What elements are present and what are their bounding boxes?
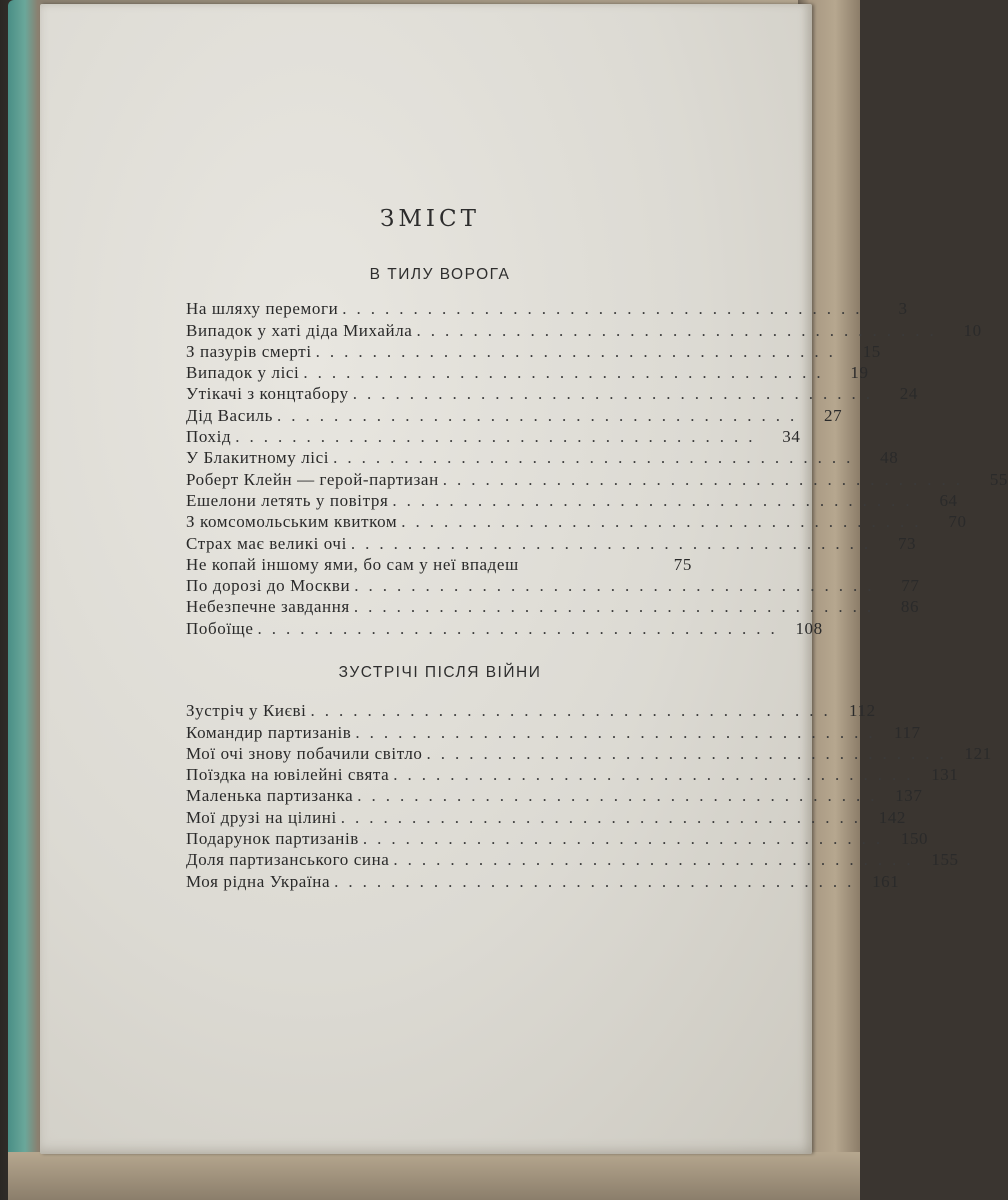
toc-entry-page: 10: [963, 320, 982, 340]
toc-entry-title: Не копай іншому ями, бо сам у неї впадеш: [186, 554, 519, 574]
toc-entry: [186, 828, 929, 849]
toc-leader-dots: .....................................: [426, 743, 954, 763]
toc-leader-dots: .....................................: [350, 533, 879, 553]
toc-entry-title: Ешелони летять у повітря: [186, 490, 389, 510]
toc-entry: [186, 764, 959, 785]
toc-entry: [186, 490, 958, 511]
toc-entry-page: 34: [782, 427, 801, 447]
toc-leader-dots: .....................................: [352, 384, 880, 404]
section-heading-behind-enemy-lines: В ТИЛУ ВОРОГА: [369, 266, 511, 283]
toc-entry: [186, 785, 923, 806]
toc-leader-dots: .....................................: [416, 320, 944, 340]
toc-entry-title: Мої очі знову побачили світло: [186, 743, 423, 763]
toc-entry-title: Доля партизанського сина: [186, 850, 390, 870]
toc-entry-page: 161: [872, 871, 900, 891]
toc-entry: [186, 596, 920, 617]
toc-entry: [186, 341, 881, 362]
toc-leader-dots: .....................................: [393, 765, 921, 785]
toc-entry-page: 24: [899, 384, 918, 404]
toc-entry-page: 75: [673, 554, 692, 574]
toc-leader-dots: .....................................: [442, 469, 971, 489]
toc-entry-page: 77: [901, 576, 920, 596]
toc-entry-page: 70: [948, 512, 967, 532]
toc-entry-title: Похід: [186, 427, 232, 447]
toc-entry: [186, 743, 992, 764]
toc-leader-dots: .....................................: [310, 701, 838, 721]
toc-entry-title: У Блакитному лісі: [186, 448, 330, 468]
toc-entry-page: 19: [850, 363, 869, 383]
toc-leader-dots: .....................................: [355, 722, 883, 742]
toc-entry-title: Моя рідна Україна: [186, 871, 331, 891]
toc-entry: [186, 404, 843, 425]
toc-leader-dots: .....................................: [235, 427, 763, 447]
toc-leader-dots: .....................................: [315, 341, 843, 361]
book-cover-edge-bottom: [8, 1152, 860, 1200]
toc-leader-dots: .....................................: [334, 871, 862, 891]
toc-list-section-2: [186, 700, 992, 892]
toc-entry-title: Маленька партизанка: [186, 786, 354, 806]
toc-entry: [186, 849, 959, 870]
toc-entry-page: 64: [939, 490, 958, 510]
toc-entry: [186, 298, 908, 319]
toc-leader-dots: .....................................: [393, 850, 921, 870]
toc-leader-dots: .....................................: [340, 807, 869, 827]
toc-leader-dots: .....................................: [357, 786, 885, 806]
toc-entry: [186, 870, 900, 891]
toc-entry-title: Мої друзі на цілині: [186, 807, 337, 827]
toc-entry-page: 112: [849, 701, 876, 721]
toc-entry: [186, 511, 967, 532]
toc-entry-title: Небезпечне завдання: [186, 597, 350, 617]
toc-entry: [186, 426, 801, 447]
toc-leader-dots: .....................................: [333, 448, 861, 468]
toc-entry-page: 86: [900, 597, 920, 617]
toc-entry-page: 117: [893, 722, 921, 742]
toc-entry: [186, 575, 920, 596]
toc-entry-title: Страх має великі очі: [186, 533, 347, 553]
toc-entry-page: 150: [900, 829, 929, 849]
toc-entry-page: 27: [824, 405, 843, 425]
toc-entry: [186, 447, 899, 468]
section-heading-meetings-after-war: ЗУСТРІЧІ ПІСЛЯ ВІЙНИ: [338, 664, 542, 681]
toc-entry-title: По дорозі до Москви: [186, 576, 351, 596]
toc-entry-page: 48: [880, 448, 899, 468]
toc-entry-page: 137: [895, 786, 923, 806]
toc-entry-title: На шляху перемоги: [186, 299, 339, 319]
toc-entry: [186, 554, 692, 575]
toc-entry-title: Зустріч у Києві: [186, 701, 307, 721]
toc-leader-dots: .....................................: [303, 363, 831, 383]
toc-entry-title: Побоїще: [186, 618, 254, 638]
toc-entry-page: 142: [878, 807, 907, 827]
toc-entry-title: Командир партизанів: [186, 722, 352, 742]
toc-entry: [186, 362, 869, 383]
toc-entry-page: 155: [931, 850, 959, 870]
toc-entry: [186, 532, 917, 553]
toc-entry-page: 73: [897, 533, 917, 553]
toc-entry: [186, 617, 823, 638]
toc-entry-title: З пазурів смерті: [186, 341, 312, 361]
toc-entry-page: 108: [795, 618, 823, 638]
toc-entry-title: Роберт Клейн — герой-партизан: [186, 469, 439, 489]
toc-entry-title: Випадок у лісі: [186, 363, 300, 383]
toc-leader-dots: .....................................: [401, 512, 929, 532]
toc-entry: [186, 721, 921, 742]
toc-leader-dots: .....................................: [257, 618, 785, 638]
toc-entry-title: Дід Василь: [186, 405, 273, 425]
toc-list-section-1: [186, 298, 1008, 639]
toc-entry-title: Подарунок партизанів: [186, 829, 359, 849]
toc-entry: [186, 806, 907, 827]
toc-entry-title: Поїздка на ювілейні свята: [186, 765, 390, 785]
toc-leader-dots: .....................................: [354, 576, 882, 596]
toc-entry-page: 121: [964, 743, 992, 763]
toc-leader-dots: .....................................: [276, 405, 805, 425]
toc-entry-title: Випадок у хаті діда Михайла: [186, 320, 413, 340]
toc-leader-dots: .....................................: [362, 829, 891, 849]
toc-entry: [186, 383, 918, 404]
toc-entry-title: З комсомольським квитком: [186, 512, 398, 532]
toc-entry-page: 55: [989, 469, 1008, 489]
toc-entry: [186, 468, 1008, 489]
toc-entry-page: 15: [862, 341, 881, 361]
page-title: ЗМІСТ: [380, 206, 480, 232]
toc-leader-dots: .....................................: [353, 597, 882, 617]
toc-entry-page: 3: [898, 299, 908, 319]
toc-leader-dots: .....................................: [392, 490, 920, 510]
toc-entry: [186, 319, 982, 340]
toc-entry: [186, 700, 876, 721]
toc-entry-title: Утікачі з концтабору: [186, 384, 349, 404]
toc-leader-dots: .....................................: [342, 299, 870, 319]
toc-entry-page: 131: [931, 765, 959, 785]
